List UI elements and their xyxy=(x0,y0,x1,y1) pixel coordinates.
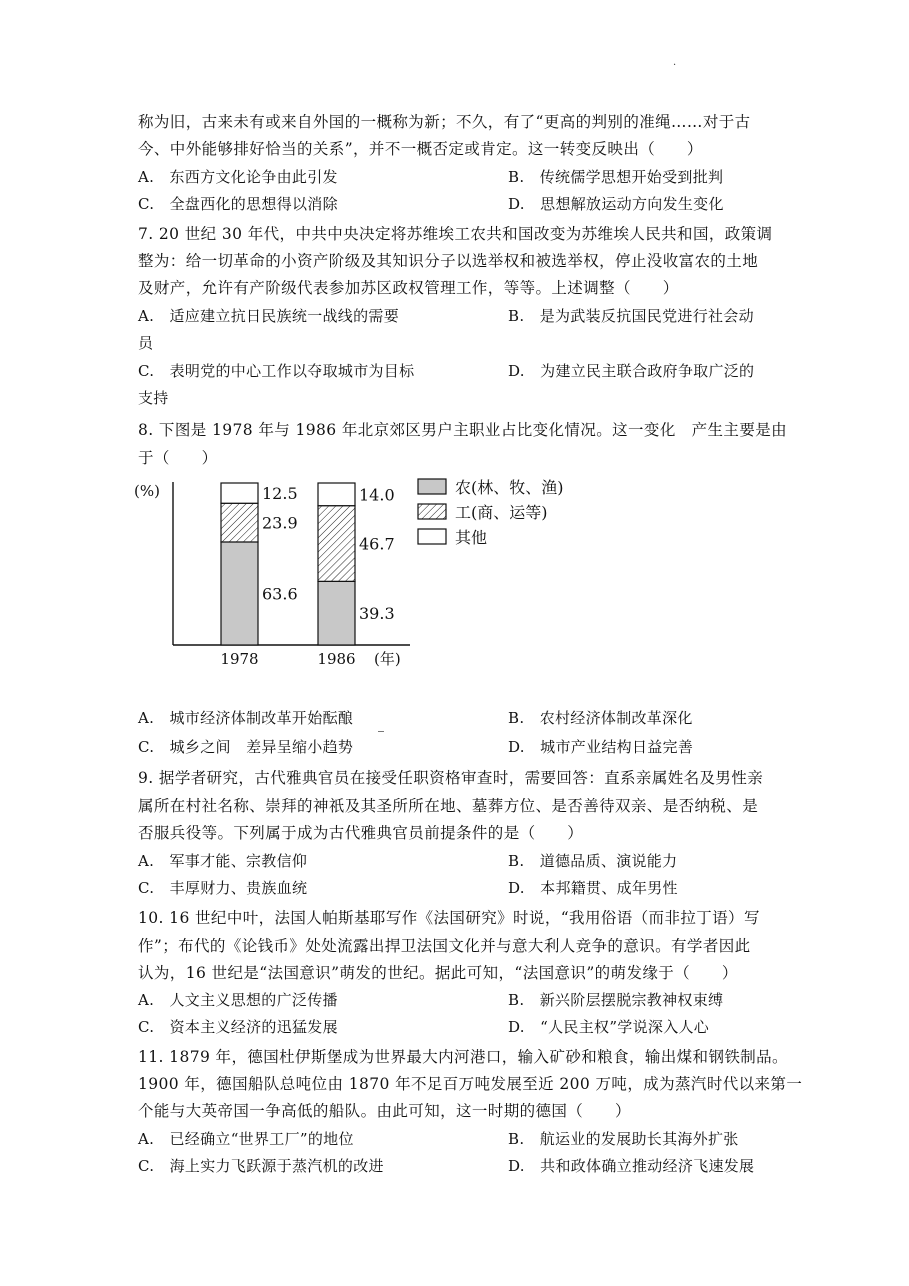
q10-option-c: C. 资本主义经济的迅猛发展 xyxy=(138,1018,338,1036)
q6-line-1: 称为旧，古来未有或来自外国的一概称为新；不久，有了“更高的判别的准绳……对于古 xyxy=(138,113,751,131)
q7-option-b-wrap: 员 xyxy=(138,334,154,352)
q7-option-b: B. 是为武装反抗国民党进行社会动 xyxy=(508,307,754,325)
q11-line-2: 1900 年，德国船队总吨位由 1870 年不足百万吨发展至近 200 万吨，成为蒸汽时代以来第一 xyxy=(138,1075,803,1093)
q7-option-a: A. 适应建立抗日民族统一战线的需要 xyxy=(138,307,400,325)
q7-line-2: 整为：给一切革命的小资产阶级及其知识分子以选举权和被选举权，停止没收富农的土地 xyxy=(138,252,759,270)
legend-label-3: 其他 xyxy=(455,528,488,547)
legend-swatch-1 xyxy=(418,479,446,494)
page-dot: · xyxy=(673,60,677,71)
data-label-1986-1: 39.3 xyxy=(359,604,395,624)
q8-option-c: C. 城乡之间 差异呈缩小趋势 xyxy=(138,738,354,756)
q10-option-b: B. 新兴阶层摆脱宗教神权束缚 xyxy=(508,991,724,1009)
stray-mark xyxy=(378,731,384,732)
data-label-1986-2: 46.7 xyxy=(359,534,395,554)
q6-option-d: D. 思想解放运动方向发生变化 xyxy=(508,195,724,213)
q9-line-1: 9. 据学者研究，古代雅典官员在接受任职资格审查时，需要回答：直系亲属姓名及男性亲 xyxy=(138,769,764,787)
q10-line-1: 10. 16 世纪中叶，法国人帕斯基耶写作《法国研究》时说，“我用俗语（而非拉丁语）写 xyxy=(138,909,760,927)
x-tick-label-1986: 1986 xyxy=(317,650,356,668)
q9-option-b: B. 道德品质、演说能力 xyxy=(508,852,678,870)
bar-segment-1978-2 xyxy=(221,503,258,542)
data-label-1978-3: 12.5 xyxy=(262,484,298,504)
data-label-1986-3: 14.0 xyxy=(359,485,395,505)
x-axis-label: (年) xyxy=(374,650,401,668)
q11-line-1: 11. 1879 年，德国杜伊斯堡成为世界最大内河港口，输入矿砂和粮食，输出煤和钢铁制品。 xyxy=(138,1048,788,1066)
q9-option-d: D. 本邦籍贯、成年男性 xyxy=(508,879,678,897)
q7-option-d: D. 为建立民主联合政府争取广泛的 xyxy=(508,362,755,380)
q11-line-3: 个能与大英帝国一争高低的船队。由此可知，这一时期的德国（ ） xyxy=(138,1102,631,1120)
q7-option-d-wrap: 支持 xyxy=(138,389,169,407)
q10-option-a: A. 人文主义思想的广泛传播 xyxy=(138,991,338,1009)
q7-option-c: C. 表明党的中心工作以夺取城市为目标 xyxy=(138,362,415,380)
q6-option-a: A. 东西方文化论争由此引发 xyxy=(138,168,338,186)
bar-segment-1986-2 xyxy=(318,506,355,582)
legend-swatch-2 xyxy=(418,504,446,519)
q8-option-a: A. 城市经济体制改革开始酝酿 xyxy=(138,709,354,727)
q6-line-2: 今、中外能够排好恰当的关系”，并不一概否定或肯定。这一转变反映出（ ） xyxy=(138,140,703,158)
q10-line-3: 认为，16 世纪是“法国意识”萌发的世纪。据此可知，“法国意识”的萌发缘于（ ） xyxy=(138,964,738,982)
legend-label-1: 农(林、牧、渔) xyxy=(455,478,564,497)
bar-segment-1978-1 xyxy=(221,542,258,645)
legend-swatch-3 xyxy=(418,529,446,544)
q6-option-b: B. 传统儒学思想开始受到批判 xyxy=(508,168,724,186)
q9-option-a: A. 军事才能、宗教信仰 xyxy=(138,852,308,870)
q8-line-2: 于（ ） xyxy=(138,449,218,467)
q6-option-c: C. 全盘西化的思想得以消除 xyxy=(138,195,338,213)
data-label-1978-1: 63.6 xyxy=(262,584,298,604)
q7-line-1: 7. 20 世纪 30 年代，中共中央决定将苏维埃工农共和国改变为苏维埃人民共和国，政策调 xyxy=(138,225,773,243)
bar-segment-1986-3 xyxy=(318,483,355,506)
q9-line-3: 否服兵役等。下列属于成为古代雅典官员前提条件的是（ ） xyxy=(138,824,584,842)
q11-option-a: A. 已经确立“世界工厂”的地位 xyxy=(138,1130,354,1148)
q11-option-b: B. 航运业的发展助长其海外扩张 xyxy=(508,1130,739,1148)
q11-option-c: C. 海上实力飞跃源于蒸汽机的改进 xyxy=(138,1157,384,1175)
q8-option-b: B. 农村经济体制改革深化 xyxy=(508,709,693,727)
q10-line-2: 作”；布代的《论钱币》处处流露出捍卫法国文化并与意大利人竞争的意识。有学者因此 xyxy=(138,937,751,955)
q11-option-d: D. 共和政体确立推动经济飞速发展 xyxy=(508,1157,755,1175)
q9-line-2: 属所在村社名称、崇拜的神祇及其圣所所在地、墓葬方位、是否善待双亲、是否纳税、是 xyxy=(138,797,759,815)
q8-line-1: 8. 下图是 1978 年与 1986 年北京郊区男户主职业占比变化情况。这一变化 产生主要是由 xyxy=(138,421,788,439)
q9-option-c: C. 丰厚财力、贵族血统 xyxy=(138,879,308,897)
legend-label-2: 工(商、运等) xyxy=(455,503,548,522)
q7-line-3: 及财产，允许有产阶级代表参加苏区政权管理工作，等等。上述调整（ ） xyxy=(138,279,679,297)
bar-segment-1978-3 xyxy=(221,483,258,503)
x-tick-label-1978: 1978 xyxy=(220,650,259,668)
bar-segment-1986-1 xyxy=(318,581,355,645)
y-axis-label: (%) xyxy=(134,482,160,500)
q8-option-d: D. 城市产业结构日益完善 xyxy=(508,738,694,756)
data-label-1978-2: 23.9 xyxy=(262,513,298,533)
q10-option-d: D. “人民主权”学说深入人心 xyxy=(508,1018,710,1036)
